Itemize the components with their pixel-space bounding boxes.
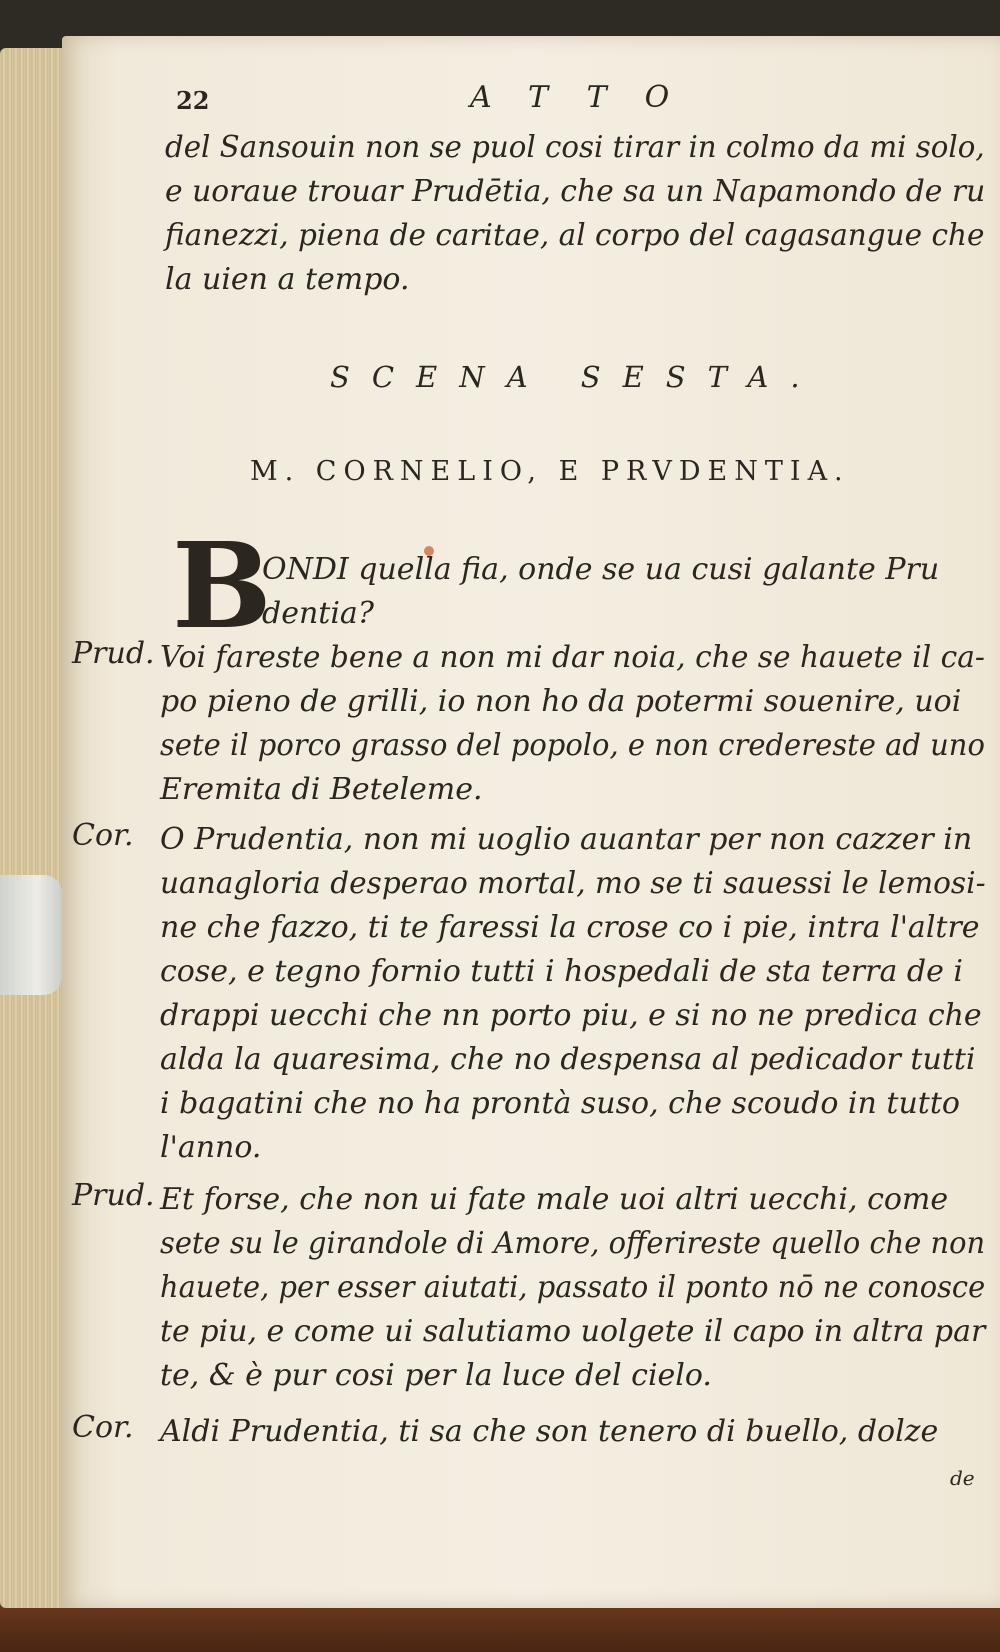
text-line: la uien a tempo. <box>165 262 410 297</box>
text-line: Aldi Prudentia, ti sa che son tenero di buello, dolze <box>160 1414 939 1449</box>
text-line: alda la quaresima, che no despensa al pedicador tutti <box>160 1042 976 1077</box>
text-line: ONDI quella fia, onde se ua cusi galante Pru <box>262 552 940 587</box>
text-line: te piu, e come ui salutiamo uolgete il capo in altra par <box>160 1314 986 1349</box>
text-line: Voi fareste bene a non mi dar noia, che se hauete il ca- <box>160 640 985 675</box>
speaker-label: Cor. <box>72 818 134 853</box>
text-line: Et forse, che non ui fate male uoi altri uecchi, come <box>160 1182 949 1217</box>
text-line: Eremita di Beteleme. <box>160 772 483 807</box>
speaker-label: Prud. <box>72 1178 155 1213</box>
text-line: sete il porco grasso del popolo, e non credereste ad uno <box>160 728 985 763</box>
running-head: ATTO <box>470 80 708 115</box>
text-line: O Prudentia, non mi uoglio auantar per non cazzer in <box>160 822 973 857</box>
text-line: sete su le girandole di Amore, offerireste quello che non <box>160 1226 986 1261</box>
speaker-label: Cor. <box>72 1410 134 1445</box>
text-line: po pieno de grilli, io non ho da potermi souenire, uoi <box>160 684 962 719</box>
drop-cap: B <box>172 516 272 655</box>
text-line: fianezzi, piena de caritae, al corpo del cagasangue che <box>165 218 985 253</box>
text-line: del Sansouin non se puol cosi tirar in colmo da mi solo, <box>165 130 985 165</box>
text-line: i bagatini che no ha prontà suso, che scoudo in tutto <box>160 1086 960 1121</box>
text-line: te, & è pur cosi per la luce del cielo. <box>160 1358 712 1393</box>
scene-title: SCENA SESTA. <box>330 360 822 394</box>
catchword: de <box>950 1466 975 1490</box>
text-line: e uoraue trouar Prudētia, che sa un Napamondo de ru <box>165 174 986 209</box>
text-line: cose, e tegno fornio tutti i hospedali de sta terra de i <box>160 954 963 989</box>
text-line: uanagloria desperao mortal, mo se ti sauessi le lemosi- <box>160 866 986 901</box>
text-line: hauete, per esser aiutati, passato il ponto nō ne conosce <box>160 1270 986 1305</box>
text-line: drappi uecchi che nn porto piu, e si no ne predica che <box>160 998 982 1033</box>
speaker-label: Prud. <box>72 636 155 671</box>
text-line: l'anno. <box>160 1130 262 1165</box>
text-line: ne che fazzo, ti te faressi la crose co i pie, intra l'altre <box>160 910 980 945</box>
scene-characters: M. CORNELIO, E PRVDENTIA. <box>250 456 850 487</box>
page-number: 22 <box>176 86 210 115</box>
text-line: dentia? <box>262 596 374 631</box>
